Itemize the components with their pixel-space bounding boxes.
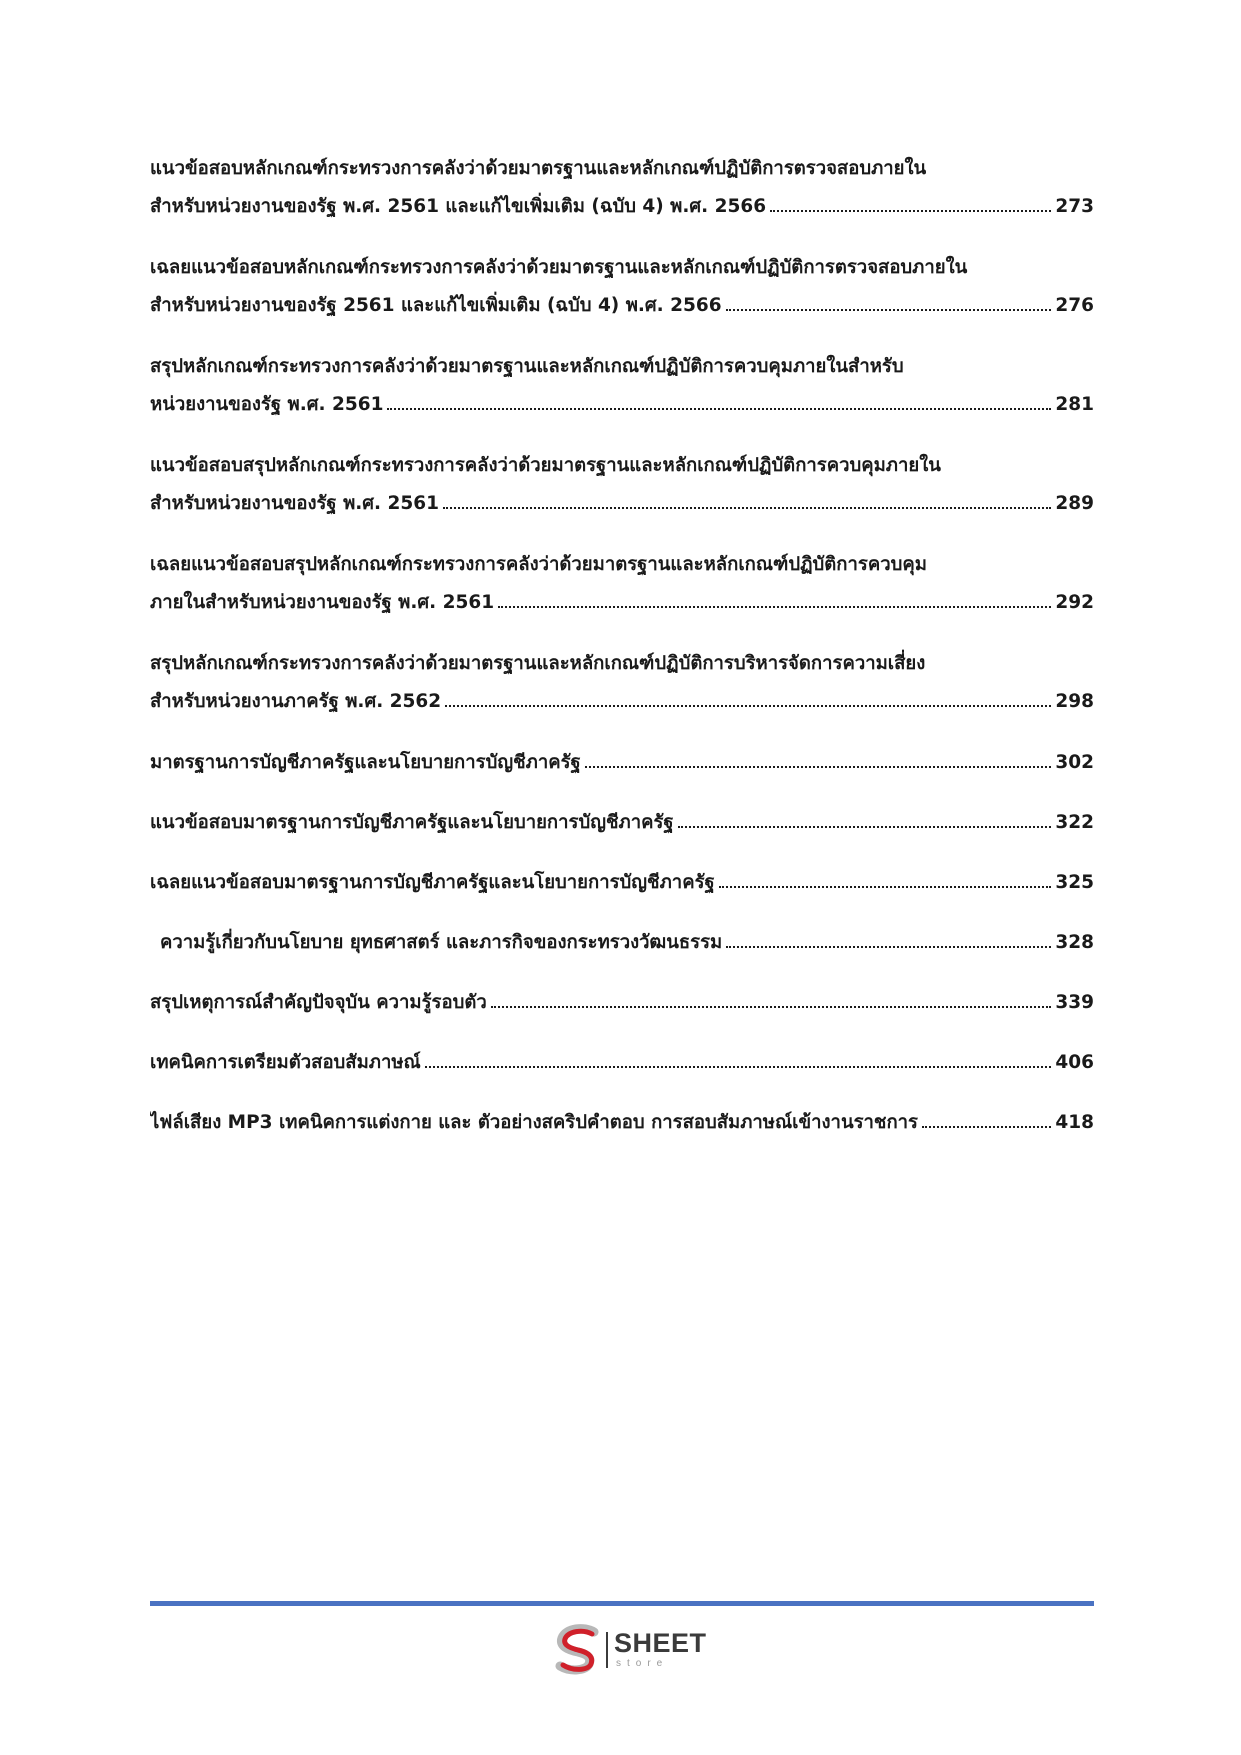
dot-leader [498, 606, 1051, 608]
toc-entry [150, 1044, 1094, 1082]
dot-leader [726, 309, 1052, 311]
toc-page-number: 325 [1055, 872, 1094, 893]
toc-entry [150, 864, 1094, 902]
toc-entry-line [150, 984, 1094, 1022]
toc-entry-line [150, 188, 1094, 226]
toc-entry-line: แนวข้อสอบหลักเกณฑ์กระทรวงการคลังว่าด้วยมาตรฐานและหลักเกณฑ์ปฏิบัติการตรวจสอบภายใน [150, 158, 927, 179]
toc-page-number: 418 [1055, 1112, 1094, 1133]
toc-entry-line [150, 386, 1094, 424]
toc-entry [150, 1104, 1094, 1142]
toc-entry-line [150, 804, 1094, 842]
logo-subtitle: store [616, 1658, 669, 1669]
toc-page-number: 302 [1055, 752, 1094, 773]
toc-entry [150, 804, 1094, 842]
toc-entry-title: สรุปเหตุการณ์สำคัญปัจจุบัน ความรู้รอบตัว [150, 992, 487, 1013]
toc-entry-line: แนวข้อสอบสรุปหลักเกณฑ์กระทรวงการคลังว่าด้วยมาตรฐานและหลักเกณฑ์ปฏิบัติการควบคุมภายใน [150, 455, 941, 476]
toc-entry-line [150, 485, 1094, 523]
toc-entry [150, 984, 1094, 1022]
toc-entry [150, 150, 1094, 226]
toc-entry [150, 744, 1094, 782]
toc-entry-line [150, 744, 1094, 782]
logo-separator [606, 1632, 608, 1668]
dot-leader [445, 705, 1051, 707]
table-of-contents [150, 150, 1094, 1164]
toc-entry [150, 447, 1094, 523]
toc-entry-title: ไฟล์เสียง MP3 เทคนิคการแต่งกาย และ ตัวอย่างสคริปคำตอบ การสอบสัมภาษณ์เข้างานราชการ [150, 1112, 918, 1133]
toc-entry-title: สำหรับหน่วยงานภาครัฐ พ.ศ. 2562 [150, 691, 442, 712]
toc-entry-line: เฉลยแนวข้อสอบสรุปหลักเกณฑ์กระทรวงการคลังว่าด้วยมาตรฐานและหลักเกณฑ์ปฏิบัติการควบคุม [150, 554, 927, 575]
toc-entry [150, 348, 1094, 424]
footer-rule [150, 1601, 1094, 1606]
toc-page-number: 298 [1055, 691, 1094, 712]
toc-entry-line [150, 864, 1094, 902]
dot-leader [387, 408, 1051, 410]
toc-entry-line: เฉลยแนวข้อสอบหลักเกณฑ์กระทรวงการคลังว่าด้วยมาตรฐานและหลักเกณฑ์ปฏิบัติการตรวจสอบภายใน [150, 257, 968, 278]
toc-page-number: 406 [1055, 1052, 1094, 1073]
dot-leader [443, 507, 1051, 509]
toc-page-number: 292 [1055, 592, 1094, 613]
toc-entry [150, 546, 1094, 622]
sheet-store-logo [554, 1624, 724, 1684]
toc-page-number: 322 [1055, 812, 1094, 833]
toc-page-number: 281 [1055, 394, 1094, 415]
toc-entry-line [150, 683, 1094, 721]
toc-entry [150, 924, 1094, 962]
toc-entry-title: สำหรับหน่วยงานของรัฐ พ.ศ. 2561 และแก้ไขเพิ่มเติม (ฉบับ 4) พ.ศ. 2566 [150, 196, 767, 217]
dot-leader [585, 766, 1052, 768]
toc-entry-title: ภายในสำหรับหน่วยงานของรัฐ พ.ศ. 2561 [150, 592, 495, 613]
logo-name: SHEET [614, 1628, 707, 1658]
toc-entry-line [150, 924, 1094, 962]
dot-leader [922, 1126, 1051, 1128]
toc-page-number: 289 [1055, 493, 1094, 514]
toc-entry-title: สำหรับหน่วยงานของรัฐ 2561 และแก้ไขเพิ่มเติม (ฉบับ 4) พ.ศ. 2566 [150, 295, 722, 316]
toc-entry-line [150, 584, 1094, 622]
toc-entry-line: สรุปหลักเกณฑ์กระทรวงการคลังว่าด้วยมาตรฐานและหลักเกณฑ์ปฏิบัติการบริหารจัดการความเสี่ยง [150, 653, 926, 674]
dot-leader [719, 886, 1052, 888]
toc-entry-title: สำหรับหน่วยงานของรัฐ พ.ศ. 2561 [150, 493, 439, 514]
dot-leader [678, 826, 1052, 828]
toc-page-number: 339 [1055, 992, 1094, 1013]
toc-entry-title: เทคนิคการเตรียมตัวสอบสัมภาษณ์ [150, 1052, 421, 1073]
toc-entry-title: ความรู้เกี่ยวกับนโยบาย ยุทธศาสตร์ และภารกิจของกระทรวงวัฒนธรรม [160, 932, 723, 953]
toc-entry-title: เฉลยแนวข้อสอบมาตรฐานการบัญชีภาครัฐและนโยบายการบัญชีภาครัฐ [150, 872, 715, 893]
toc-page-number: 276 [1055, 295, 1094, 316]
dot-leader [491, 1006, 1052, 1008]
toc-entry-title: แนวข้อสอบมาตรฐานการบัญชีภาครัฐและนโยบายการบัญชีภาครัฐ [150, 812, 674, 833]
toc-entry-title: มาตรฐานการบัญชีภาครัฐและนโยบายการบัญชีภาครัฐ [150, 752, 581, 773]
toc-entry-line [150, 287, 1094, 325]
sheet-store-s-icon [554, 1624, 602, 1676]
toc-page-number: 273 [1055, 196, 1094, 217]
dot-leader [425, 1066, 1052, 1068]
dot-leader [726, 946, 1051, 948]
toc-entry-line: สรุปหลักเกณฑ์กระทรวงการคลังว่าด้วยมาตรฐานและหลักเกณฑ์ปฏิบัติการควบคุมภายในสำหรับ [150, 356, 904, 377]
toc-entry-line [150, 1104, 1094, 1142]
toc-entry [150, 645, 1094, 721]
toc-entry [150, 249, 1094, 325]
toc-entry-title: หน่วยงานของรัฐ พ.ศ. 2561 [150, 394, 384, 415]
dot-leader [770, 210, 1051, 212]
toc-page-number: 328 [1055, 932, 1094, 953]
toc-entry-line [150, 1044, 1094, 1082]
